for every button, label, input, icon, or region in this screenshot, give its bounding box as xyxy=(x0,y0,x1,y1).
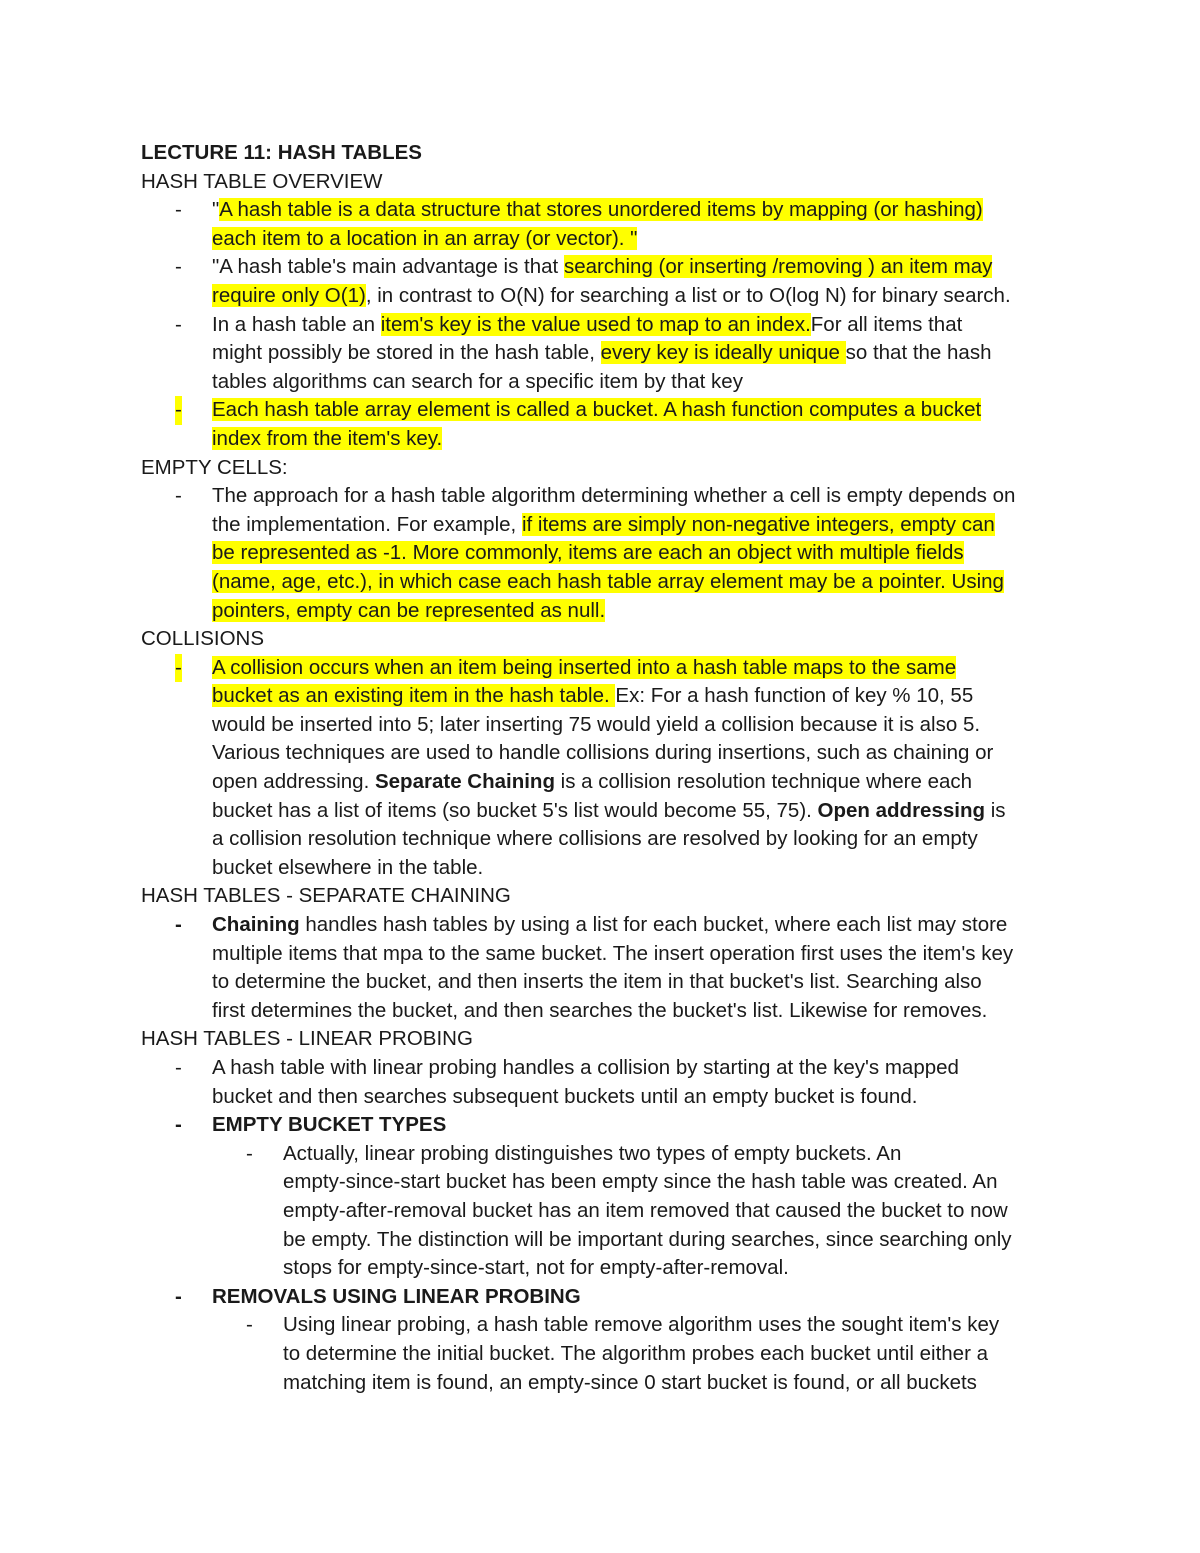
section-heading-empty-cells: EMPTY CELLS: xyxy=(141,455,288,479)
separate-chaining-bullet-1: - Chaining handles hash tables by using a list for each bucket, where each list may store xyxy=(141,911,1071,940)
bullet-dash: - xyxy=(246,1313,253,1337)
bullet-dash: - xyxy=(175,1113,182,1137)
highlighted-text: every key is ideally unique xyxy=(600,341,846,365)
subheading-removals-linear-probing: - REMOVALS USING LINEAR PROBING xyxy=(141,1283,1071,1312)
highlighted-text: if items are simply non-negative integers, empty can xyxy=(521,512,995,536)
bullet-dash: - xyxy=(175,1056,182,1079)
linear-probing-bullet-1: - A hash table with linear probing handles a collision by starting at the key's mapped xyxy=(141,1054,1071,1083)
bullet-dash: - xyxy=(175,1284,182,1308)
lecture-notes: LECTURE 11: HASH TABLES HASH TABLE OVERVIEW - "A hash table is a data structure that stores unordered items by mapping (or hashing) each item to a location in an array (or vector). " - "A hash table's main advantage is that searching (or inserting /removing ) an item may require only O(1), in contrast to O(N) for searching a list or to O(log N) for binary search. - In a hash table an item's key is the value used to map to an index.For all items that might possibly be stored in the hash table, every key is ideally unique so that the hash tables algorithms can search for a specific item by that key - Each hash table array element is called a bucket. A hash function computes a bucket index from the item's key. EMPTY CELLS: - The approach for a hash table algorithm determining whether a cell is empty depends on the implementation. For example, if items are simply non-negative integers, empty can be represented as -1. More commonly, items are each an object with multiple fields (name, age, etc.), in which case each hash table array element may be a pointer. Using pointers, empty can be represented as null. COLLISIONS - A collision occurs when an item being inserted into a hash table maps to the same bucket as an existing item in the hash table. Ex: For a hash function of key % 10, 55 would be inserted into 5; later inserting 75 would yield a collision because it is also 5. Various techniques are used to handle collisions during insertions, such as chaining or open addressing. Separate Chaining is a collision resolution technique where each bucket has a list of items (so bucket 5's list would become 55, 75). Open addressing is a collision resolution technique where collisions are resolved by looking for an empty bucket elsewhere in the table. HASH TABLES - SEPARATE CHAINING - Chaining handles hash tables by using a list for each bucket, where each list may store multiple items that mpa to the same bucket. The insert operation first uses the item's key to determine the bucket, and then inserts the item in that bucket's list. Searching also first determines the bucket, and then searches the bucket's list. Likewise for removes. HASH TABLES - LINEAR PROBING - A hash table with linear probing handles a collision by starting at the key's mapped bucket and then searches subsequent buckets until an empty bucket is found. - EMPTY BUCKET TYPES - Actually, linear probing distinguishes two types of empty buckets. An empty-since-start bucket has been empty since the hash table was created. An empty-after-removal bucket has an item removed that caused the bucket to now be empty. The distinction will be important during searches, since searching only stops for empty-since-start, not for empty-after-removal. - REMOVALS USING LINEAR PROBING - Using linear probing, a hash table remove algorithm uses the sought item's key to determine the initial bucket. The algorithm probes each bucket until either a matching item is found, an empty-since 0 start bucket is found, or all buckets xyxy=(141,139,1071,1397)
empty-bucket-types-bullet: - Actually, linear probing distinguishes two types of empty buckets. An xyxy=(141,1140,1071,1169)
section-heading-collisions: COLLISIONS xyxy=(141,627,265,651)
bullet-dash: - xyxy=(175,396,182,425)
highlighted-text: require only O(1) xyxy=(212,283,366,307)
removals-bullet: - Using linear probing, a hash table remove algorithm uses the sought item's key xyxy=(141,1311,1071,1340)
section-heading-linear-probing: HASH TABLES - LINEAR PROBING xyxy=(141,1027,473,1051)
term-separate-chaining: Separate Chaining xyxy=(374,770,555,794)
term-chaining: Chaining xyxy=(212,913,300,937)
bullet-dash: - xyxy=(175,312,182,336)
empty-cells-bullet-1: - The approach for a hash table algorithm determining whether a cell is empty depends on xyxy=(141,482,1071,511)
bullet-dash: - xyxy=(175,484,182,508)
highlighted-text: Each hash table array element is called a bucket. A hash function computes a bucket xyxy=(212,398,982,422)
section-heading-separate-chaining: HASH TABLES - SEPARATE CHAINING xyxy=(141,884,511,908)
highlighted-text: item's key is the value used to map to an index. xyxy=(380,312,811,336)
section-heading-overview: HASH TABLE OVERVIEW xyxy=(141,169,383,193)
bullet-dash: - xyxy=(175,913,182,937)
collisions-bullet-1 xyxy=(141,654,1071,683)
overview-bullet-3: - In a hash table an item's key is the value used to map to an index.For all items that xyxy=(141,311,1071,340)
highlighted-text: bucket as an existing item in the hash table. xyxy=(212,684,616,708)
highlighted-text: be represented as -1. More commonly, items are each an object with multiple fields xyxy=(212,541,964,565)
bullet-dash: - xyxy=(246,1141,253,1165)
highlighted-text: pointers, empty can be represented as null. xyxy=(212,598,606,622)
overview-bullet-4 xyxy=(141,396,1071,425)
highlighted-text: each item to a location in an array (or vector). " xyxy=(212,226,638,250)
lecture-title: LECTURE 11: HASH TABLES xyxy=(141,141,422,164)
highlighted-text: A collision occurs when an item being inserted into a hash table maps to the same xyxy=(212,655,957,679)
highlighted-text: (name, age, etc.), in which case each hash table array element may be a pointer. Using xyxy=(212,569,1004,593)
highlighted-text: index from the item's key. xyxy=(212,426,443,450)
overview-bullet-1: - "A hash table is a data structure that stores unordered items by mapping (or hashing) xyxy=(141,196,1071,225)
highlighted-text: A hash table is a data structure that stores unordered items by mapping (or hashing) xyxy=(219,198,983,222)
subheading-empty-bucket-types: - EMPTY BUCKET TYPES xyxy=(141,1111,1071,1140)
highlighted-text: searching (or inserting /removing ) an item may xyxy=(563,255,993,279)
overview-bullet-2: - "A hash table's main advantage is that searching (or inserting /removing ) an item may xyxy=(141,253,1071,282)
term-open-addressing: Open addressing xyxy=(817,798,985,822)
bullet-dash: - xyxy=(175,255,182,279)
bullet-dash: - xyxy=(175,198,182,222)
bullet-dash: - xyxy=(175,654,182,683)
